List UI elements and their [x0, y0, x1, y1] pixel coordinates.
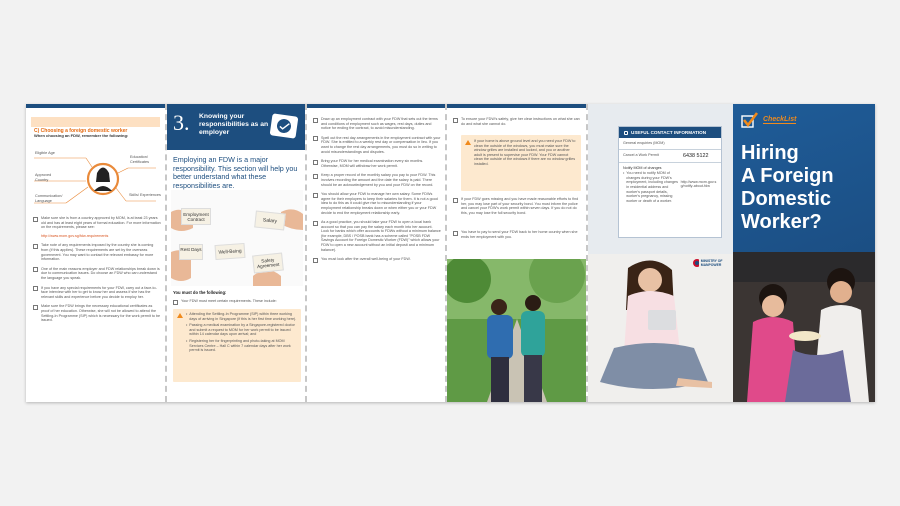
contact-value: 6438 5122 [683, 152, 709, 159]
item-text: Make sure the FDW brings the necessary educational certificates as proof of her education. Otherwise, she will not be allowed to attend the Settling-In Programme (SIP) which is necessary for the work permit to be issued. [41, 304, 161, 323]
section-title: Knowing your responsibilities as an employer [199, 113, 269, 136]
checkbox-icon[interactable] [313, 174, 318, 179]
ministry-logo-icon [692, 258, 699, 268]
label-eligible-age: Eligible Age [35, 151, 55, 155]
checkbox-icon[interactable] [453, 198, 458, 203]
checkbox-icon[interactable] [313, 221, 318, 226]
warning-icon [465, 140, 471, 145]
contact-title: USEFUL CONTACT INFORMATION [631, 130, 707, 135]
checkbox-icon[interactable] [33, 217, 38, 222]
card-well-being: Well-Being [215, 243, 246, 260]
checklist-badge [741, 112, 796, 128]
contact-card [618, 126, 722, 238]
item-text: Make sure she is from a country approved by MOM, is at least 23 years old and has at least eight years of formal education. For more information on the requirements, please see: [41, 216, 161, 230]
item-text: One of the main reasons employer and FDW relationships break down is due to communication issues. Do choose an FDW who can understand the language you speak. [41, 266, 160, 280]
panel-cover [733, 104, 875, 402]
item-text: If you have any special requirements for your FDW, carry out a face-to-face interview with her to get to know her and assess if she has the relevant skills and experience before you decide to employ her. [41, 285, 157, 299]
checkbox-icon[interactable] [313, 160, 318, 165]
item-text: Your FDW must meet certain requirements. These include: [181, 299, 277, 303]
label-communication: Communication/ Language [35, 194, 63, 203]
photo-illustration [447, 259, 586, 402]
title-line: Domestic [741, 188, 832, 210]
section-heading: C) Choosing a foreign domestic worker [34, 128, 128, 134]
checklist-item [313, 220, 441, 252]
must-do-heading: You must do the following: [173, 290, 227, 295]
requirements-link[interactable]: http://www.mom.gov.sg/fdw-requirements [41, 233, 109, 238]
brochure [26, 104, 875, 402]
checklist-item [313, 257, 441, 263]
checklist-item [313, 192, 441, 215]
checklist-item [313, 117, 441, 131]
item-text: You should allow your FDW to manage her own salary. Some FDWs agree for their employers to keep their salaries for them. It is not a good idea to do this as it could give rise to misunderstanding if your employment relationship breaks down or when either you or your FDW decide to end the employment relationship early. [321, 192, 438, 215]
checklist-item [453, 230, 581, 239]
requirements-note-box [173, 309, 301, 382]
item-text: Bring your FDW for her medical examination every six months. Otherwise, MOM will withdraw her work permit. [321, 159, 424, 168]
checklist-item [313, 173, 441, 187]
card-rest-days: Rest Days [179, 244, 203, 260]
ministry-logo [692, 258, 730, 268]
checkbox-icon[interactable] [33, 286, 38, 291]
item-text: To ensure your FDW's safety, give her clear instructions on what she can do and what she cannot do. [461, 117, 580, 126]
contact-card-header [619, 127, 721, 138]
title-line: Worker? [741, 211, 822, 233]
panel-responsibilities [167, 104, 305, 402]
phone-icon [624, 131, 628, 135]
sub-item: • Attending the Settling-In Programme (SIP) within three working days of arriving in Singapore (if this is her first time working here). [186, 312, 297, 321]
sub-item: • Registering her for fingerprinting and photo-taking at MOM Services Centre – Hall C within 7 calendar days after her work permit is issued. [186, 339, 297, 353]
card-safety-agreement: Safety Agreement [252, 252, 284, 273]
notify-link[interactable]: http://www.mom.gov.sg/notify-about-fdw [680, 179, 717, 189]
warning-icon [177, 313, 183, 318]
checklist-item [313, 159, 441, 168]
checkbox-icon[interactable] [33, 267, 38, 272]
item-text: Draw up an employment contract with your FDW that sets out the terms and conditions of employment such as wages, rest days, duties and notice for ending the contract, to avoid misunderstanding. [321, 117, 438, 131]
notify-bullet: • You need to notify MOM of changes during your FDW's employment, including changes in residential address and worker's passport details, worker's pregnancy, missing worker or death of a worker. [623, 171, 678, 203]
notify-heading: Notify MOM of changes [623, 165, 662, 170]
checklist-item [33, 243, 161, 261]
photo-illustration [733, 252, 875, 402]
checklist-item [33, 267, 161, 281]
item-text: If your FDW goes missing and you have made reasonable efforts to find her, you may lose part of your security bond. You must inform the police and cancel your FDW's work permit within seven days. If you do not do this, you may lose the full security bond. [461, 197, 579, 215]
card-employment-contract: Employment Contract [181, 208, 211, 225]
title-line: A Foreign [741, 165, 834, 187]
photo-illustration [588, 254, 733, 402]
title-line: Hiring [741, 142, 799, 164]
checkbox-icon[interactable] [33, 305, 38, 310]
photo-family-eating [733, 252, 875, 402]
section-lead: Employing an FDW is a major responsibility. This section will help you better understand what these responsibilities are. [173, 155, 298, 190]
responsibility-cards-image [171, 190, 303, 286]
panel-contact [588, 104, 733, 402]
label-skills: Skills/ Experiences [129, 193, 161, 197]
worker-silhouette-icon [94, 168, 112, 192]
intro-text: When choosing an FDW, remember the following: [34, 133, 129, 138]
checkbox-icon[interactable] [313, 193, 318, 198]
contact-row [619, 138, 721, 150]
sub-item: • Passing a medical examination by a Singapore-registered doctor and submit a request to MOM for her work permit to be issued within 14 calendar days upon arrival; and [186, 323, 297, 337]
section-header [167, 104, 305, 150]
window-safety-warning-box [461, 135, 581, 191]
checkbox-icon[interactable] [453, 231, 458, 236]
panel-employer-duties [307, 104, 445, 402]
ministry-name: MINISTRY OF MANPOWER [700, 259, 723, 267]
cover-title [741, 142, 871, 234]
requirements-diagram [26, 143, 165, 211]
checklist-item [33, 304, 161, 322]
checklist-label: CheckList [763, 116, 797, 123]
photo-woman-tablet [588, 254, 733, 402]
checkbox-icon[interactable] [313, 118, 318, 123]
hands-holding-cards-illustration [171, 190, 303, 286]
contact-row [619, 150, 721, 163]
contact-label: Cancel a Work Permit [623, 153, 659, 158]
section-number: 3. [173, 110, 190, 135]
sub-item-text: Registering her for fingerprinting and photo-taking at MOM Services Centre – Hall C within 7 calendar days after her work permit is issued. [189, 338, 291, 353]
checklist-item [453, 117, 581, 126]
checklist-duties [313, 117, 441, 268]
checkbox-icon[interactable] [453, 118, 458, 123]
contract-document-icon [270, 113, 299, 138]
checklist-item [173, 299, 301, 305]
item-text: Keep a proper record of the monthly salary you pay to your FDW. This involves recording the amount and the date the salary is paid. There should be an acknowledgement by you and your FDW on the record. [321, 173, 436, 187]
warning-text: If your home is above ground level and you need your FDW to clean the outside of the windows, you must make sure the window grilles are installed and locked, and you or another adult is present to supervise your FDW. Your FDW cannot clean the outside of the windows if there are no window grilles installed. [474, 139, 576, 166]
contact-label: General enquiries (MOM) [623, 141, 665, 145]
checklist-requirements [33, 216, 161, 328]
notify-row [619, 163, 721, 207]
checklist-item [313, 136, 441, 154]
panel-safety [447, 104, 586, 402]
photo-walking-outdoors [447, 259, 586, 402]
checklist-item [453, 197, 581, 215]
checklist-item [33, 216, 161, 238]
item-text: You must look after the overall well-being of your FDW. [321, 257, 411, 262]
panel-choosing-fdw [26, 104, 165, 402]
checkbox-icon[interactable] [33, 244, 38, 249]
item-text: You have to pay to send your FDW back to her home country when she ends her employment with you. [461, 230, 578, 239]
checkbox-icon[interactable] [173, 300, 178, 305]
checklist-item [33, 286, 161, 300]
label-approved-country: Approved Country [35, 173, 52, 182]
checkmark-icon [741, 112, 759, 128]
checkbox-icon[interactable] [313, 136, 318, 141]
card-salary: Salary [254, 210, 286, 230]
label-education: Education/ Certificates [130, 155, 149, 164]
sub-item-text: Passing a medical examination by a Singapore-registered doctor and submit a request to MOM for her work permit to be issued within 14 calendar days upon arrival; and [189, 323, 295, 337]
section-heading-box [31, 117, 160, 134]
item-text: Take note of any requirements imposed by the country she is coming from (if this applies). These requirements are set by the overseas government. You may want to contact the relevant embassy for more information. [41, 243, 154, 262]
notify-bullet-text: You need to notify MOM of changes during your FDW's employment, including changes in residential address and worker's passport details, worker's pregnancy, missing worker or death of a worker. [626, 171, 678, 203]
item-text: Spell out the rest day arrangements in the employment contract with your FDW. She is entitled to a weekly rest day or compensation in lieu. If you want to change the rest day arrangements, you must do so in writing to avoid misunderstandings and disputes. [321, 135, 441, 154]
sub-item-text: Attending the Settling-In Programme (SIP) within three working days of arriving in Singapore (if this is her first time working here). [189, 312, 297, 321]
checkbox-icon[interactable] [313, 258, 318, 263]
item-text: As a good practice, you should take your FDW to open a local bank account so that you can pay the salary each month into her account. Look for banks which offer accounts to FDWs without a minimum balance (for example, DBS / POSB bank has a scheme called "POSB FDW Savings Account for Foreign Domestic Worker (FDW)" which allows your FDW to open a new account without an initial deposit and a minimum balance). [321, 220, 441, 252]
